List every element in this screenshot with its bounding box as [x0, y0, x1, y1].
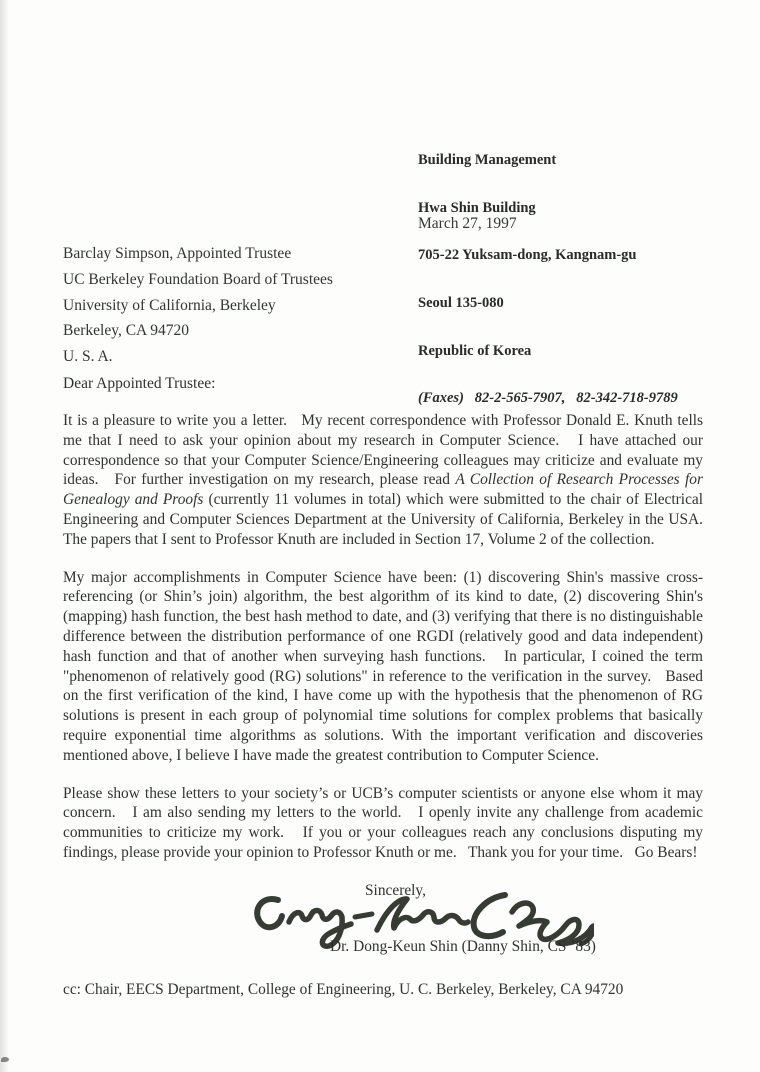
- book-title: A Collection of Research Processes for Genealogy and Proofs: [63, 471, 707, 509]
- sender-line: Republic of Korea: [418, 342, 532, 359]
- body-paragraph-3: Please show these letters to your society’s or UCB’s computer scientists or anyone else whom it may concern. I am also sending my letters to the world. I openly invite any challenge from academic communities to criticize my work. If you or your colleagues reach any conclusions disputing my findings, please provide your opinion to Professor Knuth or me. Thank you for your time. Go Bears!: [63, 784, 707, 861]
- closing: Sincerely,: [365, 881, 426, 899]
- signature-stroke: [377, 898, 468, 929]
- paragraph-text: It is a pleasure to write you a letter. My recent correspondence with Professor Donald E. Knuth tells me that I need to ask your opinion about my research in Computer Science. I have attached our correspondence so that your Computer Science/Engineering colleagues may criticize and evaluate my ideas. For further investigation on my research, please read: [63, 412, 707, 489]
- recipient-line: UC Berkeley Foundation Board of Trustees: [63, 270, 333, 288]
- body-paragraph-1: [63, 411, 711, 550]
- recipient-line: University of California, Berkeley: [63, 296, 276, 314]
- signature-stroke: [355, 914, 372, 917]
- letter-body: [63, 411, 711, 1000]
- signature-stroke: [289, 910, 351, 946]
- salutation: Dear Appointed Trustee:: [63, 375, 216, 392]
- body-paragraph-2: My major accomplishments in Computer Science have been: (1) discovering Shin's massive cross-referencing (or Shin’s join) algorithm, the best algorithm of its kind to date, (2) discovering Shin's (mapping) hash function, the best hash method to date, and (3) verifying that there is no distinguishable difference between the distribution performance of one RGDI (relatively good and data independent) hash function and that of another when surveying hash functions. In particular, I coined the term "phenomenon of relatively good (RG) solutions" in reference to the verification in the survey. Based on the first verification of the kind, I have come up with the hypothesis that the phenomenon of RG solutions is present in each group of polynomial time solutions for complex problems that basically require exponential time algorithms as solutions. With the important verification and discoveries mentioned above, I believe I have made the greatest contribution to Computer Science.: [63, 568, 707, 764]
- signer-name: Dr. Dong-Keun Shin (Danny Shin, CS ’83): [330, 937, 596, 955]
- cc-line: cc: Chair, EECS Department, College of Engineering, U. C. Berkeley, Berkeley, CA 94720: [63, 981, 624, 999]
- scan-edge-shadow: [0, 0, 9, 1072]
- handwritten-signature: [249, 889, 594, 951]
- signature-stroke: [474, 895, 505, 936]
- recipient-line: U. S. A.: [63, 348, 113, 366]
- recipient-address-block: [63, 241, 333, 370]
- recipient-line: Barclay Simpson, Appointed Trustee: [63, 245, 292, 262]
- scan-speck: [1, 1057, 9, 1062]
- date-line: March 27, 1997: [418, 215, 517, 232]
- sender-line: Hwa Shin Building: [418, 199, 536, 216]
- signature-stroke: [257, 899, 282, 927]
- sender-line: Building Management: [418, 151, 557, 168]
- sender-address-block: [418, 121, 678, 439]
- sender-line: 705-22 Yuksam-dong, Kangnam-gu: [418, 247, 637, 264]
- sender-fax-line: (Faxes) 82-2-565-7907, 82-342-718-9789: [418, 390, 678, 407]
- signature-stroke: [512, 903, 592, 943]
- sender-line: Seoul 135-080: [418, 294, 504, 311]
- paragraph-text: (currently 11 volumes in total) which were submitted to the chair of Electrical Engineering and Computer Sciences Department at the University of California, Berkeley in the USA. The papers that I sent to Professor Knuth are included in Section 17, Volume 2 of the collection.: [63, 491, 711, 548]
- recipient-line: Berkeley, CA 94720: [63, 322, 189, 340]
